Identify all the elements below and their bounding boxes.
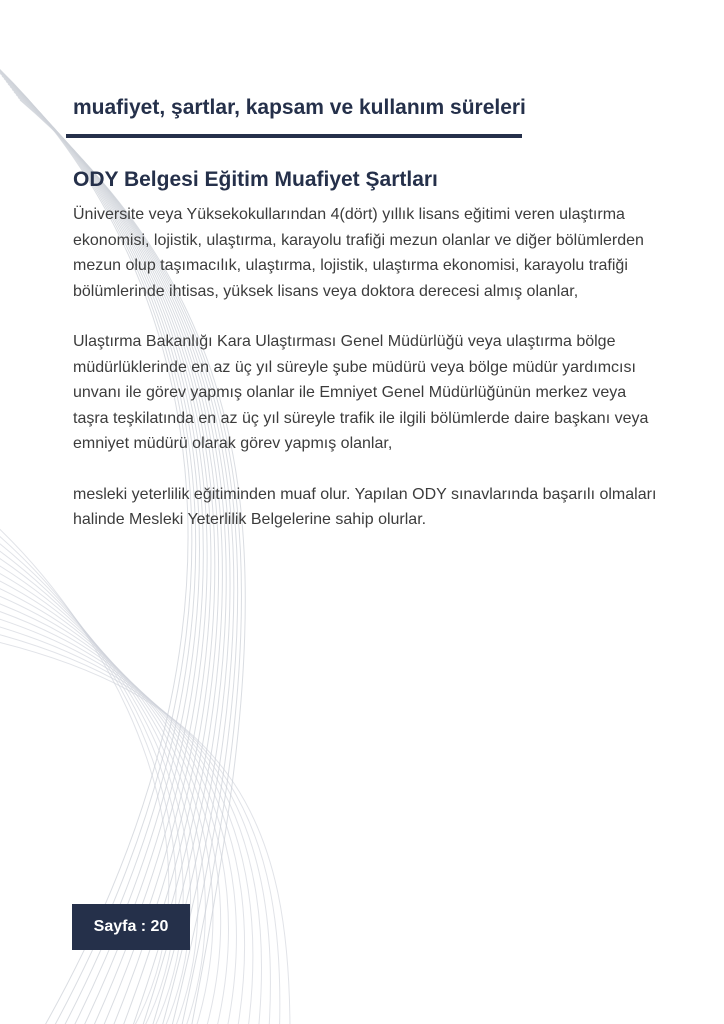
section-title: muafiyet, şartlar, kapsam ve kullanım süreleri [73,96,526,119]
page-heading: ODY Belgesi Eğitim Muafiyet Şartları [73,168,438,191]
page-number-badge: Sayfa : 20 [72,904,190,950]
paragraph: Üniversite veya Yüksekokullarından 4(dört) yıllık lisans eğitimi veren ulaştırma ekonomisi, lojistik, ulaştırma, karayolu trafiği mezun olanlar ve diğer bölümlerden mezun olup taşımacılık, ulaştırma, lojistik, ulaştırma ekonomisi, karayolu trafiği bölümlerinde ihtisas, yüksek lisans veya doktora derecesi almış olanlar, [73,206,644,300]
title-underline [66,134,522,138]
body-text [73,202,663,558]
paragraph: mesleki yeterlilik eğitiminden muaf olur. Yapılan ODY sınavlarında başarılı olmaları halinde Mesleki Yeterlilik Belgelerine sahip olurlar. [73,485,657,528]
paragraph: Ulaştırma Bakanlığı Kara Ulaştırması Genel Müdürlüğü veya ulaştırma bölge müdürlüklerinde en az üç yıl süreyle şube müdürü veya bölge müdür yardımcısı unvanı ile görev yapmış olanlar ile Emniyet Genel Müdürlüğünün merkez veya taşra teşkilatında en az üç yıl süreyle trafik ile ilgili bölümlerde daire başkanı veya emniyet müdürü olarak görev yapmış olanlar, [73,333,649,452]
